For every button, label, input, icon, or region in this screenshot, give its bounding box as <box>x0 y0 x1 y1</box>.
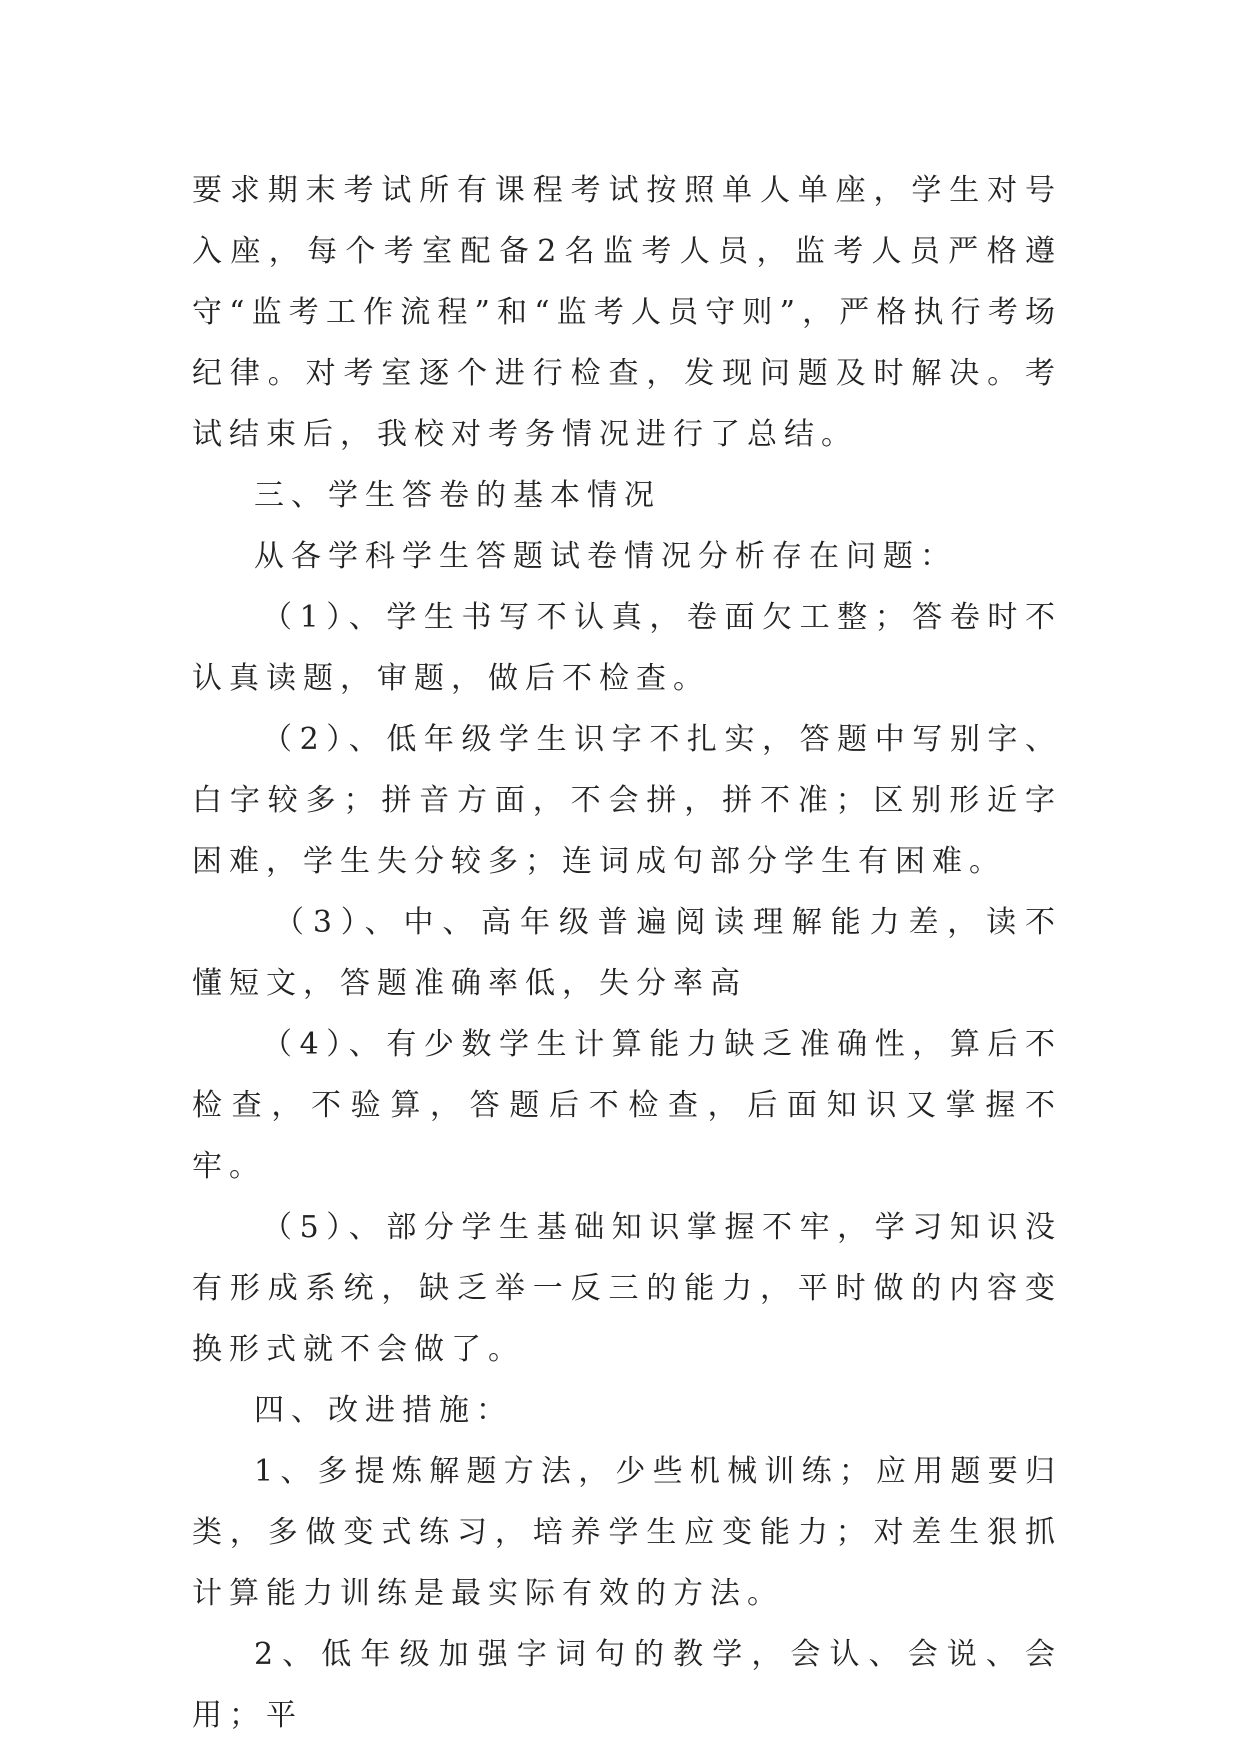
list-item-problem-1: （1）、学生书写不认真，卷面欠工整；答卷时不认真读题，审题，做后不检查。 <box>192 600 1062 696</box>
list-item-problem-3: （3）、中、高年级普遍阅读理解能力差，读不懂短文，答题准确率低，失分率高 <box>192 905 1062 1001</box>
list-item-problem-2: （2）、低年级学生识字不扎实，答题中写别字、白字较多；拼音方面，不会拼，拼不准；区别形近字困难，学生失分较多；连词成句部分学生有困难。 <box>192 722 1062 879</box>
section-heading-improvements: 四、改进措施： <box>254 1393 513 1428</box>
list-item-improvement-1: 1、多提炼解题方法，少些机械训练；应用题要归类，多做变式练习，培养学生应变能力；对差生狠抓计算能力训练是最实际有效的方法。 <box>192 1454 1062 1611</box>
list-item-improvement-2: 2、低年级加强字词句的教学，会认、会说、会用；平 <box>192 1637 1062 1733</box>
list-item-problem-5: （5）、部分学生基础知识掌握不牢，学习知识没有形成系统，缺乏举一反三的能力，平时做的内容变换形式就不会做了。 <box>192 1210 1062 1367</box>
section-heading-answer-situation: 三、学生答卷的基本情况 <box>254 478 661 513</box>
paragraph-problem-intro: 从各学科学生答题试卷情况分析存在问题： <box>254 539 957 574</box>
body-text <box>192 160 1062 1746</box>
paragraph-exam-arrangement: 要求期末考试所有课程考试按照单人单座，学生对号入座，每个考室配备2名监考人员，监考人员严格遵守“监考工作流程”和“监考人员守则”，严格执行考场纪律。对考室逐个进行检查，发现问题及时解决。考试结束后，我校对考务情况进行了总结。 <box>192 173 1062 452</box>
list-item-problem-4: （4）、有少数学生计算能力缺乏准确性，算后不检查，不验算，答题后不检查，后面知识又掌握不牢。 <box>192 1027 1062 1184</box>
